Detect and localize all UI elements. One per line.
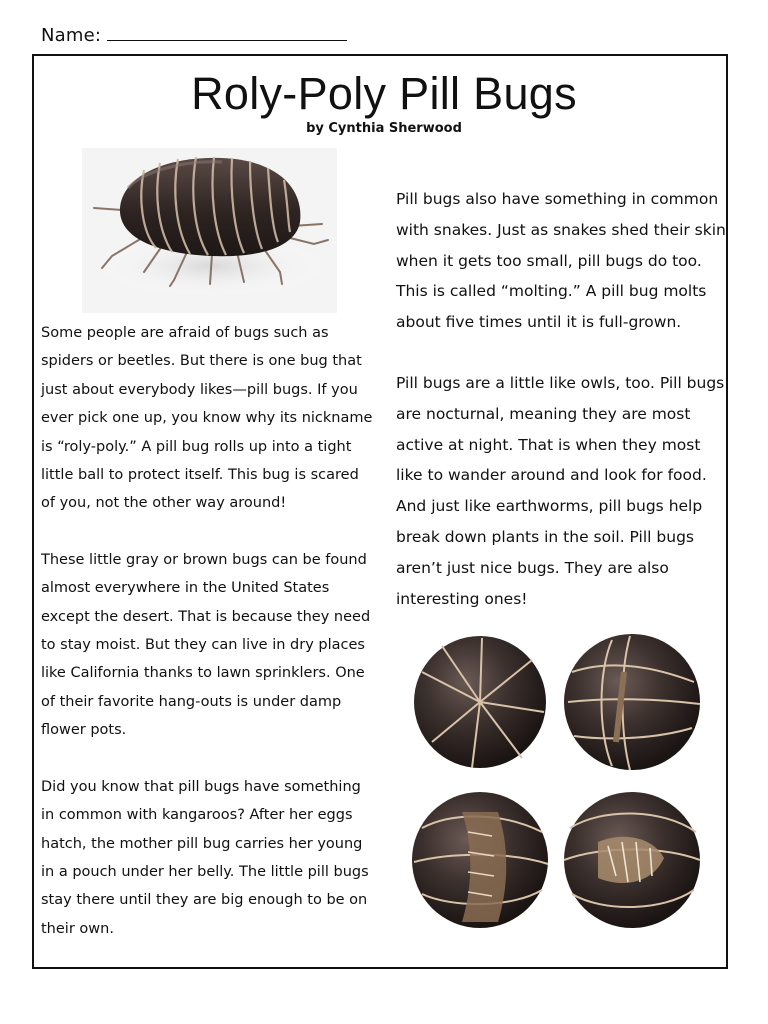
rolled-bug-2 <box>564 634 700 770</box>
rolled-bug-1 <box>414 636 546 768</box>
name-blank-line[interactable] <box>107 24 347 41</box>
paragraph-kangaroos: Did you know that pill bugs have something in common with kangaroos? After her eggs hatch, the mother pill bug carries her young in a pouch under her belly. The little pill bugs stay there until they are big enough to be on their own. <box>41 778 369 937</box>
rolled-bug-4 <box>564 792 700 928</box>
name-field <box>41 24 347 46</box>
rolled-bug-3 <box>412 792 548 928</box>
name-label: Name: <box>41 25 102 46</box>
paragraph-nocturnal: Pill bugs are a little like owls, too. Pill bugs are nocturnal, meaning they are most active at night. That is when they most like to wander around and look for food. And just like earthworms, pill bugs help break down plants in the soil. Pill bugs aren’t just nice bugs. They are also interesting ones! <box>396 373 725 608</box>
page-title: Roly-Poly Pill Bugs <box>191 68 577 119</box>
left-column <box>41 319 373 971</box>
author-byline: by Cynthia Sherwood <box>306 121 462 136</box>
paragraph-habitat: These little gray or brown bugs can be found almost everywhere in the United States except the desert. That is because they need to stay moist. But they can live in dry places like California thanks to lawn sprinklers. One of their favorite hang-outs is under damp flower pots. <box>41 551 371 739</box>
rolled-pill-bugs-photo <box>402 632 712 932</box>
pill-bug-photo <box>82 148 337 313</box>
paragraph-intro: Some people are afraid of bugs such as spiders or beetles. But there is one bug that just about everybody likes—pill bugs. If you ever pick one up, you know why its nickname is “roly-poly.” A pill bug rolls up into a tight little ball to protect itself. This bug is scared of you, not the other way around! <box>41 325 373 512</box>
paragraph-molting: Pill bugs also have something in common with snakes. Just as snakes shed their skin when it gets too small, pill bugs do too. This is called “molting.” A pill bug molts about five times until it is full-grown. <box>396 190 726 332</box>
right-column <box>396 184 726 644</box>
